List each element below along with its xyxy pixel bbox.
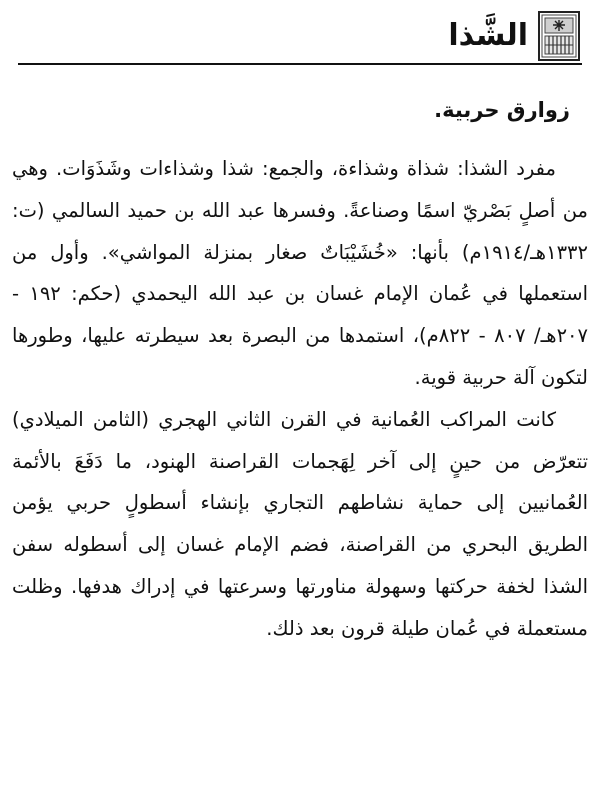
entry-subtitle: زوارق حربية. (434, 98, 570, 122)
entry-body (12, 148, 588, 650)
entry-title: الشَّذا (448, 18, 528, 53)
paragraph-2: كانت المراكب العُمانية في القرن الثاني الهجري (الثامن الميلادي) تتعرّض من حينٍ إلى آخر لِهَجمات القراصنة الهنود، ما دَفَعَ بالأئمة العُمانيين إلى حماية نشاطهم التجاري بإنشاء أسطولٍ حربي يؤمن الطريق البحري من القراصنة، فضم الإمام غسان إلى أسطوله سفن الشذا لخفة حركتها وسهولة مناورتها وسرعتها في إدراك هدفها. وظلت مستعملة في عُمان طيلة قرون بعد ذلك. (12, 407, 588, 640)
window-lattice-icon (538, 11, 580, 61)
header-divider (18, 63, 582, 65)
entry-header (448, 6, 580, 66)
paragraph-1: مفرد الشذا: شذاة وشذاءة، والجمع: شذا وشذاءات وشَذَوَات. وهي من أصلٍ بَصْريّ اسمًا وصناعةً. وفسرها عبد الله بن حميد السالمي (ت: ١٣٣٢هـ/١٩١٤م) بأنها: «خُشَيْبَاتٌ صغار بمنزلة المواشي». وأول من استعملها في عُمان الإمام غسان بن عبد الله اليحمدي (حكم: ١٩٢ - ٢٠٧هـ/ ٨٠٧ - ٨٢٢م)، استمدها من البصرة بعد سيطرته عليها، وطورها لتكون آلة حربية قوية. (12, 157, 588, 389)
